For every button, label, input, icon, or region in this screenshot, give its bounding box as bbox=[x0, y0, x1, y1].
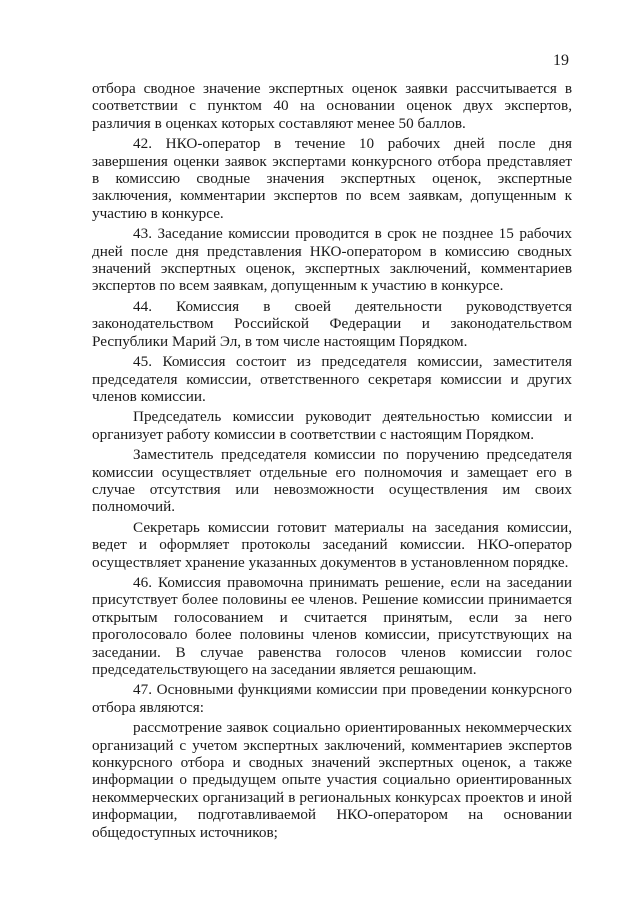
paragraph-deputy-chairman: Заместитель председателя комиссии по поручению председателя комиссии осуществляет отдельные его полномочия и замещает его в случае отсутствия или невозможности осуществления им своих полномочий. bbox=[92, 446, 572, 516]
paragraph-41-continuation: отбора сводное значение экспертных оценок заявки рассчитывается в соответствии с пунктом 40 на основании оценок двух экспертов, различия в оценках которых составляют менее 50 баллов. bbox=[92, 80, 572, 132]
document-body bbox=[92, 80, 572, 841]
paragraph-47-function-1: рассмотрение заявок социально ориентированных некоммерческих организаций с учетом экспертных заключений, комментариев экспертов конкурсного отбора и сводных значений экспертных оценок, а также информации о предыдущем опыте участия социально ориентированных некоммерческих организаций в региональных конкурсах проектов и иной информации, подготавливаемой НКО-оператором на основании общедоступных источников; bbox=[92, 719, 572, 841]
paragraph-44: 44. Комиссия в своей деятельности руководствуется законодательством Российской Федерации и законодательством Республики Марий Эл, в том числе настоящим Порядком. bbox=[92, 297, 572, 350]
paragraph-43: 43. Заседание комиссии проводится в срок не позднее 15 рабочих дней после дня представления НКО-оператором в комиссию сводных значений экспертных оценок, экспертных заключений, комментариев экспертов по всем заявкам, допущенным к участию в конкурсе. bbox=[92, 225, 572, 295]
paragraph-45: 45. Комиссия состоит из председателя комиссии, заместителя председателя комиссии, ответственного секретаря комиссии и других членов комиссии. bbox=[92, 353, 572, 405]
paragraph-42: 42. НКО-оператор в течение 10 рабочих дней после дня завершения оценки заявок экспертами конкурсного отбора представляет в комиссию сводные значения экспертных оценок, экспертные заключения, комментарии экспертов по всем заявкам, допущенным к участию в конкурсе. bbox=[92, 135, 572, 222]
paragraph-46: 46. Комиссия правомочна принимать решение, если на заседании присутствует более половины ее членов. Решение комиссии принимается открытым голосованием и считается принятым, если за него проголосовало более половины членов комиссии, присутствующих на заседании. В случае равенства голосов членов комиссии голос председательствующего на заседании является решающим. bbox=[92, 573, 572, 678]
paragraph-47: 47. Основными функциями комиссии при проведении конкурсного отбора являются: bbox=[92, 681, 572, 716]
paragraph-chairman: Председатель комиссии руководит деятельностью комиссии и организует работу комиссии в соответствии с настоящим Порядком. bbox=[92, 408, 572, 443]
paragraph-secretary: Секретарь комиссии готовит материалы на заседания комиссии, ведет и оформляет протоколы заседаний комиссии. НКО-оператор осуществляет хранение указанных документов в установленном порядке. bbox=[92, 518, 572, 571]
page-number: 19 bbox=[553, 52, 569, 69]
